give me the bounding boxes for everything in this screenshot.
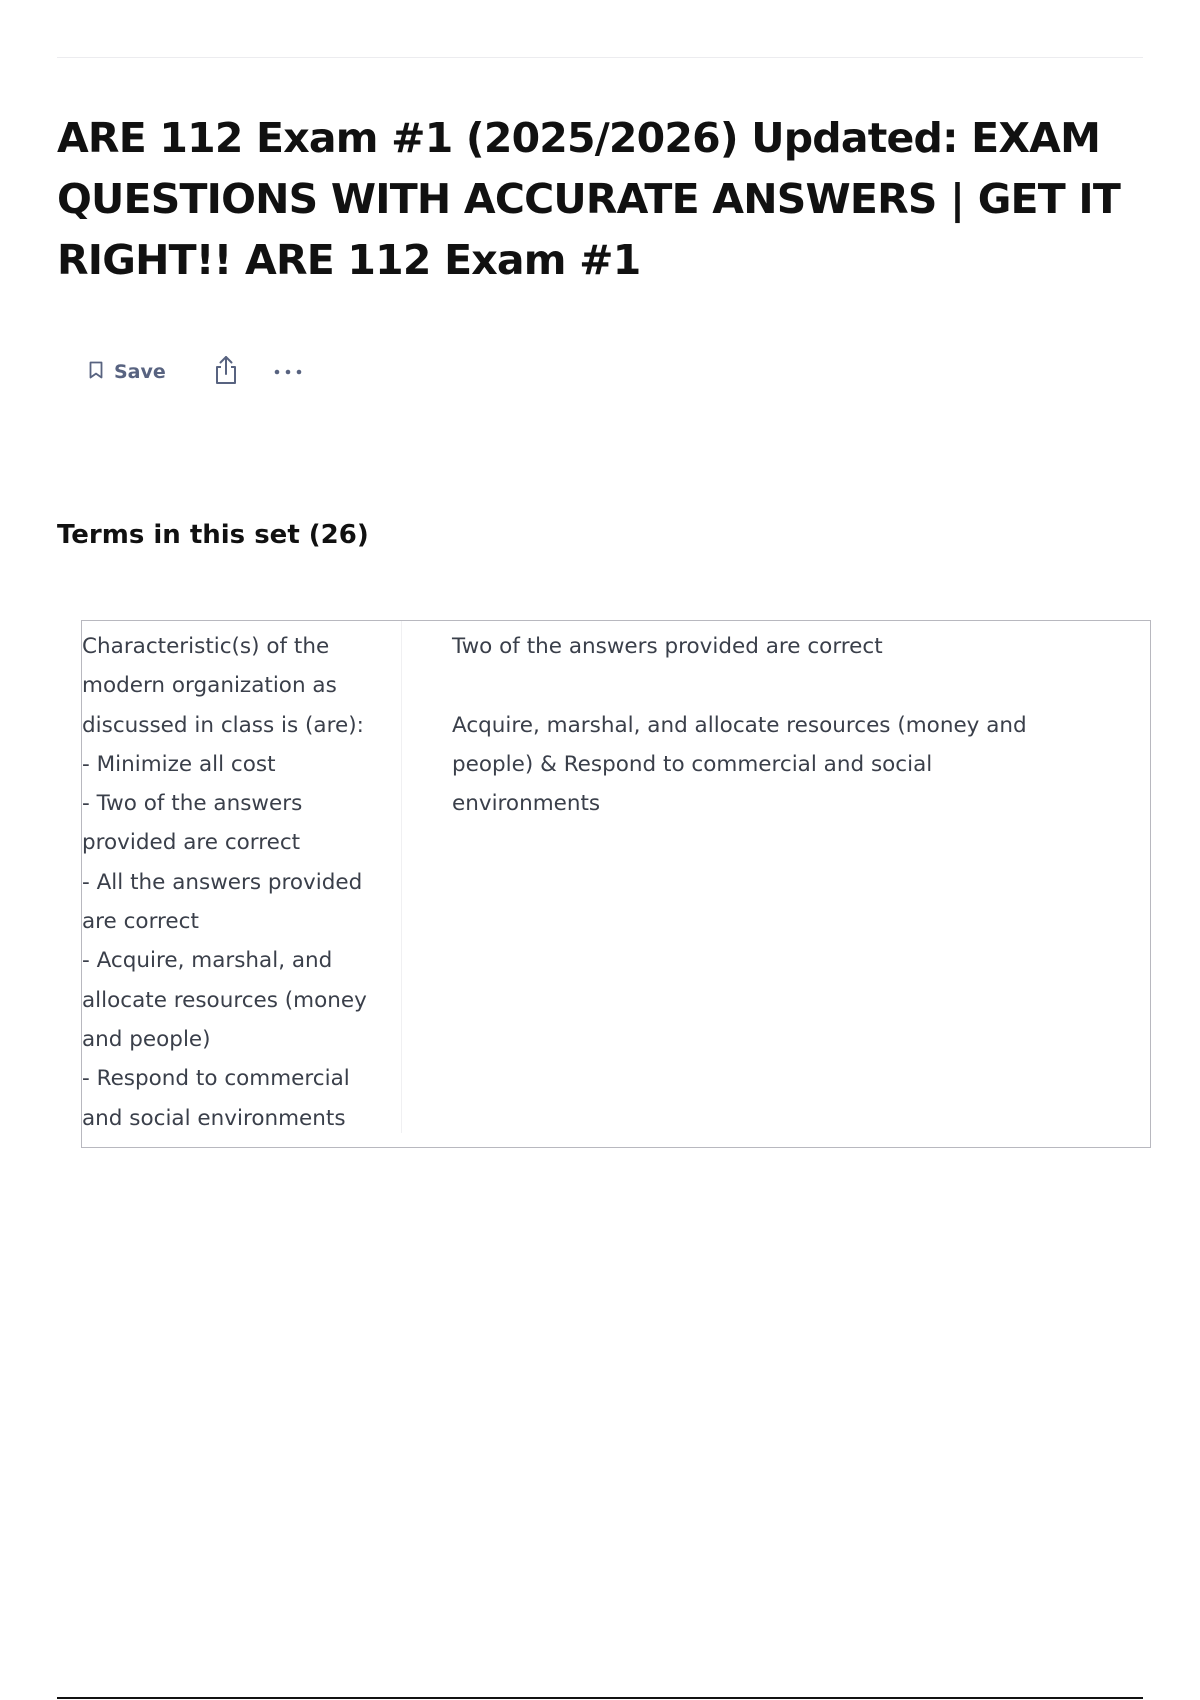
term-line: Characteristic(s) of the bbox=[82, 634, 330, 659]
definition-line: environments bbox=[452, 791, 601, 817]
save-label: Save bbox=[114, 361, 166, 383]
term-line: and social environments bbox=[82, 1105, 346, 1131]
term-text bbox=[82, 621, 402, 1133]
more-horizontal-icon bbox=[273, 363, 303, 381]
definition-line: people) & Respond to commercial and social bbox=[452, 751, 933, 777]
term-line: discussed in class is (are): bbox=[82, 712, 364, 738]
definition-line: Two of the answers provided are correct bbox=[452, 634, 883, 659]
terms-heading: Terms in this set (26) bbox=[57, 520, 369, 550]
term-line: - Respond to commercial bbox=[82, 1066, 350, 1092]
bottom-divider bbox=[57, 1697, 1143, 1699]
term-line: allocate resources (money bbox=[82, 987, 367, 1013]
page-title bbox=[57, 108, 1177, 291]
term-card bbox=[81, 620, 1151, 1148]
term-line: and people) bbox=[82, 1026, 211, 1052]
bookmark-icon bbox=[88, 360, 104, 385]
save-button[interactable] bbox=[78, 356, 176, 389]
share-icon bbox=[212, 354, 240, 391]
page-title-line: RIGHT!! ARE 112 Exam #1 bbox=[57, 236, 641, 284]
top-divider bbox=[57, 57, 1143, 58]
paragraph-gap bbox=[452, 666, 1112, 705]
share-button[interactable] bbox=[208, 354, 244, 390]
term-line: - Minimize all cost bbox=[82, 751, 276, 777]
term-line: are correct bbox=[82, 909, 199, 935]
term-line: provided are correct bbox=[82, 830, 301, 856]
definition-line: Acquire, marshal, and allocate resources (money and bbox=[452, 712, 1027, 738]
page-title-line: QUESTIONS WITH ACCURATE ANSWERS | GET IT bbox=[57, 175, 1121, 223]
term-line: - Two of the answers bbox=[82, 791, 303, 817]
definition-text bbox=[452, 621, 1112, 823]
more-options-button[interactable] bbox=[270, 354, 306, 390]
term-line: - Acquire, marshal, and bbox=[82, 948, 333, 974]
page-title-line: ARE 112 Exam #1 (2025/2026) Updated: EXAM bbox=[57, 114, 1101, 162]
term-line: modern organization as bbox=[82, 673, 337, 699]
action-bar bbox=[78, 352, 306, 392]
term-line: - All the answers provided bbox=[82, 869, 363, 895]
